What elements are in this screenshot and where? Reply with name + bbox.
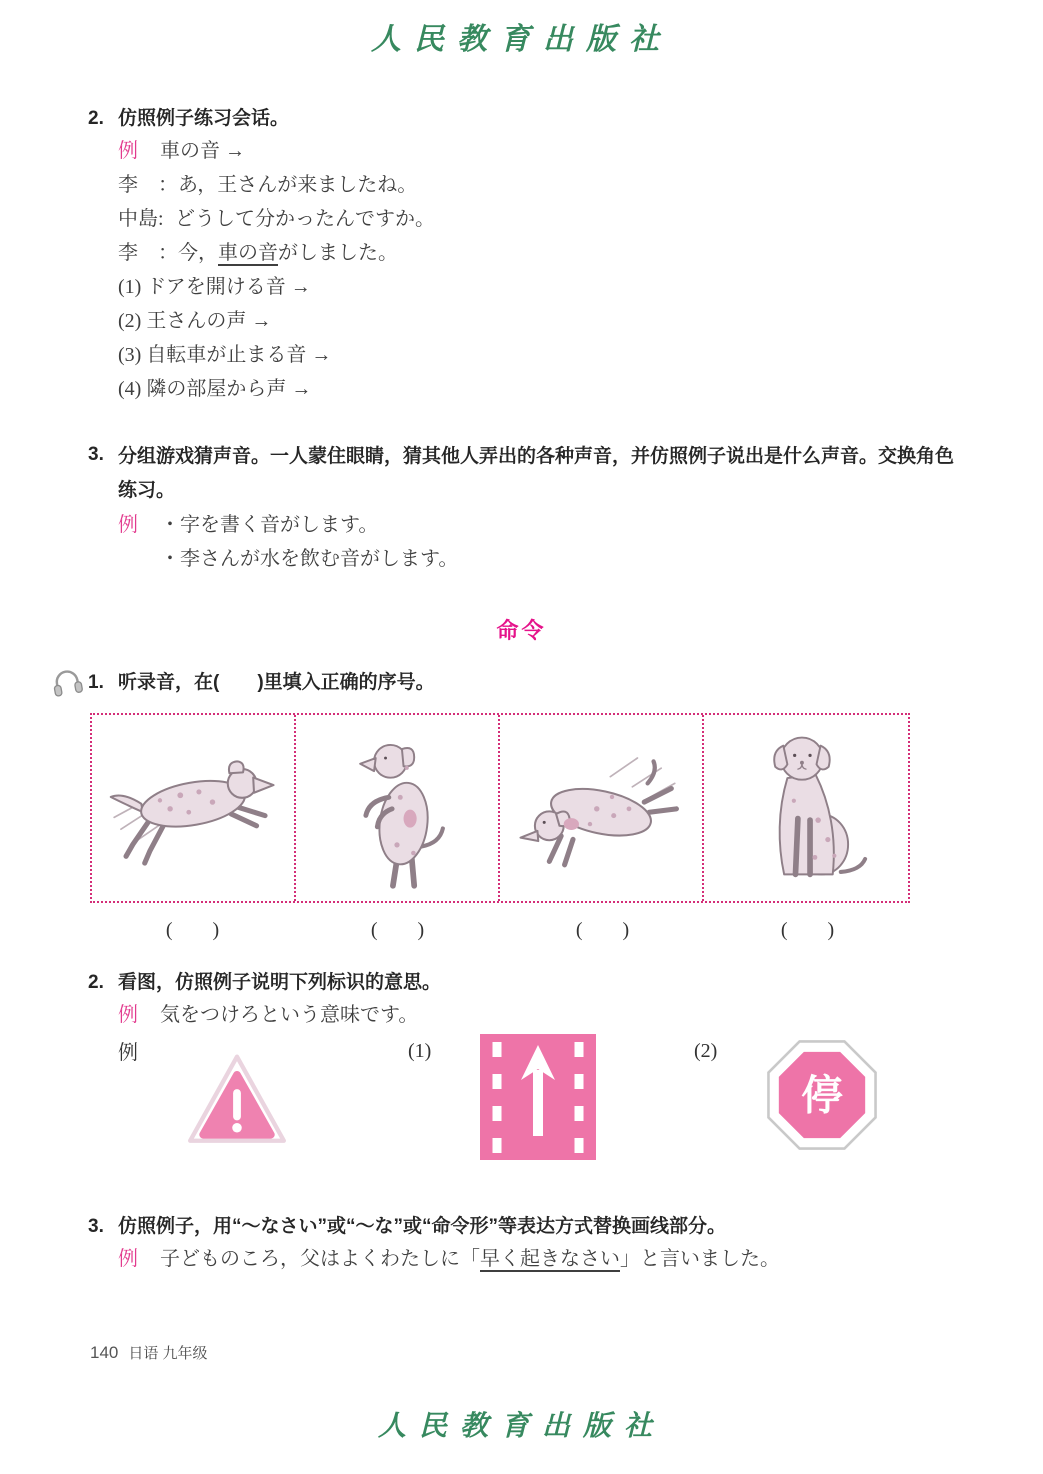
example-label: 例 [118, 1004, 138, 1026]
example-line [118, 1242, 955, 1276]
exercise-2-heading [88, 104, 955, 134]
answer-blanks-row [90, 913, 910, 942]
exercise-title: 看图，仿照例子说明下列标识的意思。 [118, 972, 442, 993]
picture-cell [296, 715, 500, 901]
example-label: 例 [118, 140, 138, 162]
example-text: 気をつけろという意味です。 [160, 1004, 419, 1026]
exercise-number: 2. [88, 972, 104, 993]
dialog-text: あ，王さんが来ましたね。 [178, 174, 418, 196]
example-text: 」と言いました。 [620, 1248, 780, 1270]
book-title: 日语 九年级 [128, 1345, 208, 1362]
exercise-1-heading [88, 667, 955, 699]
example-label: 例 [118, 1248, 138, 1270]
picture-cell [500, 715, 704, 901]
sign-label: (2) [694, 1040, 718, 1062]
speaker-label: 李 ： [118, 174, 178, 196]
dialog-line [118, 168, 955, 202]
example-label: 例 [118, 1042, 138, 1064]
dog-leaping-illustration [512, 733, 690, 883]
exercise-number: 2. [88, 108, 104, 129]
dialog-text: 今， [178, 242, 218, 264]
page-footer [90, 1342, 208, 1363]
answer-blank: ( ) [165, 919, 220, 941]
exercise-3-rewrite-heading [88, 1212, 955, 1242]
publisher-logo-bottom: 人民教育出版社 [377, 1409, 665, 1442]
page-content [0, 104, 1043, 1276]
list-item: (4) 隣の部屋から声 → [118, 378, 312, 400]
answer-blank: ( ) [780, 919, 835, 941]
bullet-text: ・李さんが水を飲む音がします。 [160, 548, 459, 570]
section-title: 命令 [496, 618, 547, 643]
example-label: 例 [118, 514, 138, 536]
exercise-2-signs-heading [88, 968, 955, 998]
sign-label: (1) [408, 1040, 432, 1062]
page-number: 140 [90, 1343, 119, 1362]
answer-blank: ( ) [370, 919, 425, 941]
exercise-title: 仿照例子，用“～なさい”或“～な”或“命令形”等表达方式替换画线部分。 [118, 1216, 727, 1237]
exercise-number: 1. [88, 672, 104, 693]
picture-box [90, 713, 910, 903]
dialog-line [118, 236, 955, 270]
exercise-title: 听录音，在( )里填入正确的序号。 [118, 672, 435, 693]
list-item: (1) ドアを開ける音 → [118, 276, 311, 298]
dialog-line [118, 202, 955, 236]
exercise-title: 分组游戏猜声音。一人蒙住眼睛，猜其他人弄出的各种声音，并仿照例子说出是什么声音。交换角色练习。 [118, 446, 955, 501]
example-line [118, 998, 955, 1032]
publisher-logo-top: 人民教育出版社 [371, 22, 672, 57]
underlined-phrase: 早く起きなさい [480, 1248, 620, 1270]
picture-cell [92, 715, 296, 901]
exercise-number: 3. [88, 1216, 104, 1237]
stop-character: 停 [801, 1071, 843, 1119]
warning-triangle-sign [185, 1050, 289, 1155]
speaker-label: 中島: [118, 208, 164, 230]
exercise-number: 3. [88, 444, 104, 465]
dialog-text: どうして分かったんですか。 [175, 208, 435, 230]
exercise-3-heading [88, 440, 955, 508]
exercise-title: 仿照例子练习会话。 [118, 108, 290, 129]
bullet-line [118, 542, 955, 576]
speaker-label: 李 ： [118, 242, 178, 264]
example-text: 車の音 → [160, 140, 245, 162]
dialog-text: がしました。 [278, 242, 398, 264]
picture-cell [704, 715, 908, 901]
stop-sign [765, 1038, 879, 1157]
bullet-text: ・字を書く音がします。 [160, 514, 379, 536]
dog-running-illustration [104, 733, 282, 883]
dog-standing-upright-illustration [331, 722, 463, 894]
example-line [118, 508, 955, 542]
ahead-only-sign [480, 1034, 596, 1165]
list-item: (2) 王さんの声 → [118, 310, 272, 332]
example-text: 子どものころ，父はよくわたしに「 [160, 1248, 480, 1270]
example-line [118, 134, 955, 168]
answer-blank: ( ) [575, 919, 630, 941]
signs-row [88, 1036, 955, 1174]
dog-sitting-illustration [737, 723, 875, 893]
headphones-icon [50, 665, 84, 708]
underlined-phrase: 車の音 [218, 242, 278, 264]
list-item: (3) 自転車が止まる音 → [118, 344, 332, 366]
